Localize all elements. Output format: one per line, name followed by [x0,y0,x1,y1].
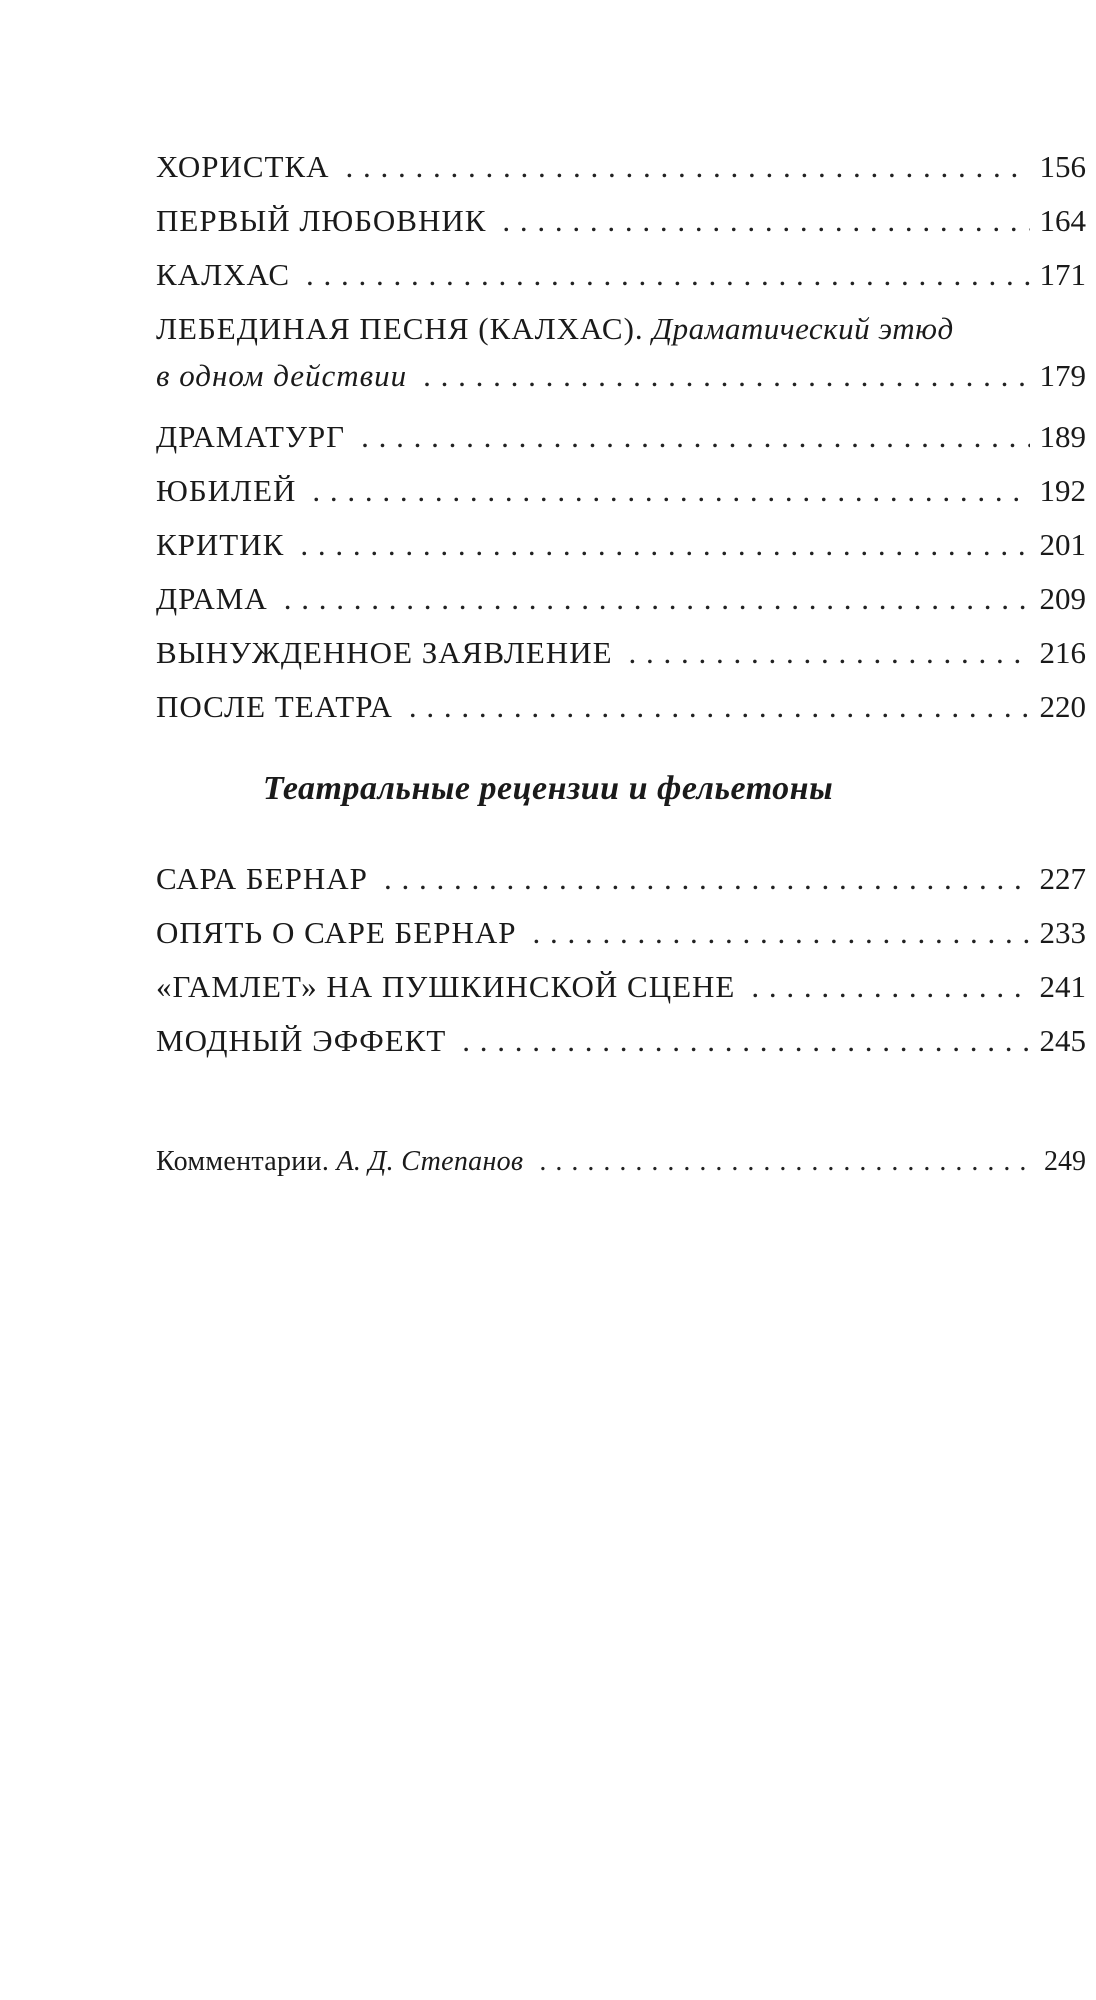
table-of-contents-reviews [156,852,1086,1068]
toc-entry-title: КРИТИК [156,527,285,562]
toc-entry [156,140,1086,194]
toc-entry-title: ЛЕБЕДИНАЯ ПЕСНЯ (КАЛХАС). [156,311,644,346]
toc-entry-page: 156 [1039,149,1086,184]
toc-entry-title: ПОСЛЕ ТЕАТРА [156,689,393,724]
toc-entry-page: 249 [1044,1146,1086,1177]
toc-entry [156,194,1086,248]
toc-entry-page: 233 [1039,915,1086,950]
toc-entry-page: 192 [1039,473,1086,508]
dot-leader [539,1135,1034,1189]
toc-entry [156,906,1086,960]
toc-entry [156,960,1086,1014]
toc-entry [156,1014,1086,1068]
dot-leader [300,518,1029,572]
toc-entry-page: 179 [1039,358,1086,393]
toc-entry-page: 220 [1039,689,1086,724]
toc-entry-page: 189 [1039,419,1086,454]
dot-leader [284,572,1030,626]
dot-leader [751,960,1029,1014]
toc-entry-title: ДРАМАТУРГ [156,419,346,454]
toc-entry-title: ХОРИСТКА [156,149,330,184]
toc-entry-title: ПЕРВЫЙ ЛЮБОВНИК [156,203,487,238]
toc-entry [156,248,1086,302]
toc-entry-page: 227 [1039,861,1086,896]
toc-entry-commentary [156,1135,1086,1189]
commentary-author: А. Д. Степанов [336,1146,524,1177]
toc-entry-subtitle-continued: в одном действии [156,358,408,393]
toc-entry-first-line [156,302,1086,356]
toc-entry-title: ВЫНУЖДЕННОЕ ЗАЯВЛЕНИЕ [156,635,613,670]
dot-leader [306,248,1030,302]
toc-entry-title: ДРАМА [156,581,268,616]
dot-leader [409,680,1030,734]
dot-leader [384,852,1030,906]
toc-entry-title: «ГАМЛЕТ» НА ПУШКИНСКОЙ СЦЕНЕ [156,969,736,1004]
toc-entry-page: 216 [1039,635,1086,670]
toc-entry-page: 245 [1039,1023,1086,1058]
section-heading: Театральные рецензии и фельетоны [262,770,834,807]
toc-entry [156,572,1086,626]
table-of-contents-plays [156,140,1086,734]
toc-entry [156,464,1086,518]
dot-leader [423,356,1029,396]
toc-entry [156,410,1086,464]
toc-entry-page: 164 [1039,203,1086,238]
toc-entry-title: САРА БЕРНАР [156,861,368,896]
dot-leader [312,464,1029,518]
toc-entry [156,680,1086,734]
toc-entry [156,852,1086,906]
toc-entry-title: МОДНЫЙ ЭФФЕКТ [156,1023,447,1058]
toc-entry-title [156,1135,523,1189]
toc-entry-subtitle: Драматический этюд [652,311,954,346]
toc-entry-title: ОПЯТЬ О САРЕ БЕРНАР [156,915,517,950]
toc-entry [156,626,1086,680]
toc-entry-title: КАЛХАС [156,257,290,292]
table-of-contents-commentary [156,1135,1086,1189]
toc-entry-second-line [156,356,1086,410]
toc-entry-page: 171 [1039,257,1086,292]
dot-leader [629,626,1030,680]
dot-leader [533,906,1030,960]
commentary-label: Комментарии. [156,1146,330,1177]
toc-entry-multiline [156,302,1086,410]
toc-entry-title: ЮБИЛЕЙ [156,473,297,508]
dot-leader [502,194,1029,248]
toc-entry-page: 201 [1039,527,1086,562]
dot-leader [361,410,1029,464]
toc-entry-page: 209 [1039,581,1086,616]
dot-leader [346,140,1030,194]
toc-entry [156,518,1086,572]
toc-entry-page: 241 [1039,969,1086,1004]
dot-leader [462,1014,1029,1068]
